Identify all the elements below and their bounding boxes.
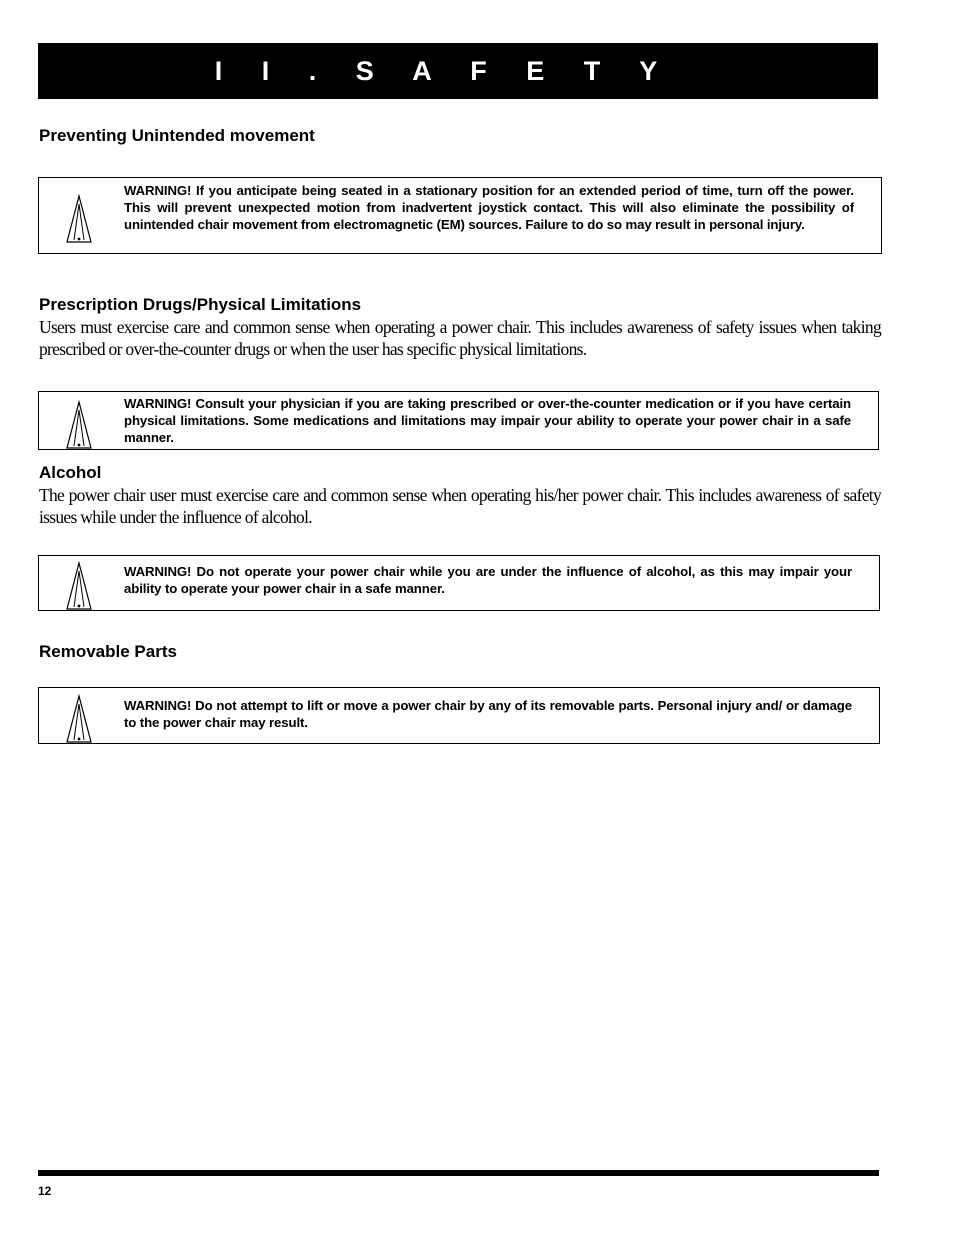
- body-prescription-drugs: Users must exercise care and common sense when operating a power chair. This includes awareness of safety issues when taking prescribed or over-the-counter drugs or when the user has specific physical limitations.: [39, 317, 881, 359]
- warning-text: WARNING! Consult your physician if you are taking prescribed or over-the-counter medication or if you have certain physical limitations. Some medications and limitations may impair your ability to operate your power chair in a safe manner.: [124, 396, 851, 445]
- warning-box-prescription-drugs: [38, 391, 879, 450]
- warning-text: WARNING! If you anticipate being seated in a stationary position for an extended period of time, turn off the power. This will prevent unexpected motion from inadvertent joystick contact. This will also eliminate the possibility of unintended chair movement from electromagnetic (EM) sources. Failure to do so may result in personal injury.: [124, 183, 854, 232]
- warning-triangle-icon: [65, 400, 93, 450]
- warning-text: WARNING! Do not operate your power chair while you are under the influence of alcohol, as this may impair your ability to operate your power chair in a safe manner.: [124, 564, 852, 596]
- heading-prescription-drugs: Prescription Drugs/Physical Limitations: [39, 295, 362, 314]
- body-alcohol: The power chair user must exercise care and common sense when operating his/her power chair. This includes awareness of safety issues while under the influence of alcohol.: [39, 485, 881, 527]
- footer-rule: [38, 1170, 879, 1176]
- heading-unintended-movement: Preventing Unintended movement: [39, 126, 315, 145]
- section-banner: [38, 43, 878, 99]
- warning-box-removable-parts: [38, 687, 880, 744]
- page-number: 12: [38, 1184, 52, 1198]
- warning-text: WARNING! Do not attempt to lift or move a power chair by any of its removable parts. Personal injury and/ or damage to the power chair may result.: [124, 698, 852, 730]
- warning-box-alcohol: [38, 555, 880, 611]
- warning-box-unintended-movement: [38, 177, 882, 254]
- warning-triangle-icon: [65, 561, 93, 611]
- heading-removable-parts: Removable Parts: [39, 642, 177, 661]
- warning-triangle-icon: [65, 194, 93, 244]
- warning-triangle-icon: [65, 694, 93, 744]
- heading-alcohol: Alcohol: [39, 463, 102, 482]
- section-title: I I . S A F E T Y: [214, 55, 674, 86]
